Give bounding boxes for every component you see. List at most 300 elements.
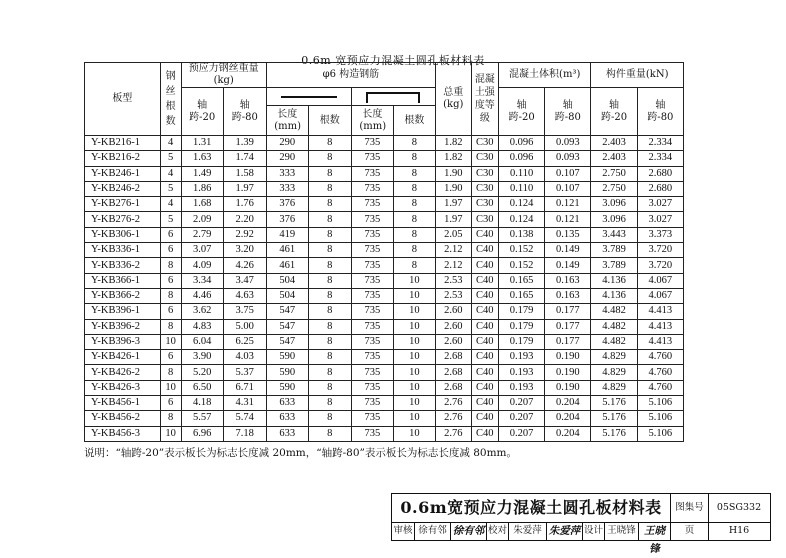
cell-g20: 4.829 [591, 350, 637, 365]
cell-g20: 2.750 [591, 166, 637, 181]
cell-w80: 4.31 [223, 396, 266, 411]
cell-w20: 3.90 [181, 350, 223, 365]
cell-cnt2: 10 [393, 350, 435, 365]
cell-model: Y-KB456-2 [85, 411, 161, 426]
cell-w20: 6.96 [181, 426, 223, 441]
cell-w20: 5.20 [181, 365, 223, 380]
cell-g80: 3.720 [637, 258, 683, 273]
table-row [85, 396, 684, 411]
header-count-2: 根数 [393, 106, 435, 136]
cell-grade: C40 [471, 350, 498, 365]
cell-cnt2: 8 [393, 151, 435, 166]
cell-w20: 1.86 [181, 181, 223, 196]
table-row [85, 227, 684, 242]
cell-g80: 4.413 [637, 319, 683, 334]
cell-total: 1.82 [435, 151, 471, 166]
table-row [85, 243, 684, 258]
cell-len1: 547 [266, 319, 308, 334]
cell-cnt1: 8 [308, 166, 351, 181]
cell-g80: 4.760 [637, 350, 683, 365]
cell-grade: C30 [471, 181, 498, 196]
cell-n: 4 [160, 197, 181, 212]
cell-g80: 3.027 [637, 212, 683, 227]
cell-v80: 0.177 [545, 319, 591, 334]
cell-cnt1: 8 [308, 181, 351, 196]
cell-cnt2: 10 [393, 334, 435, 349]
cell-model: Y-KB426-1 [85, 350, 161, 365]
cell-cnt2: 10 [393, 304, 435, 319]
cell-w80: 6.71 [223, 380, 266, 395]
cell-cnt2: 10 [393, 288, 435, 303]
header-axis20-weight: 轴跨-20 [181, 88, 223, 136]
cell-cnt1: 8 [308, 151, 351, 166]
cell-n: 6 [160, 304, 181, 319]
header-length-1: 长度(mm) [266, 106, 308, 136]
cell-cnt1: 8 [308, 380, 351, 395]
table-row [85, 258, 684, 273]
cell-cnt1: 8 [308, 426, 351, 441]
cell-cnt2: 8 [393, 243, 435, 258]
cell-cnt1: 8 [308, 319, 351, 334]
cell-cnt1: 8 [308, 334, 351, 349]
cell-model: Y-KB276-1 [85, 197, 161, 212]
cell-g20: 3.789 [591, 258, 637, 273]
cell-w20: 2.09 [181, 212, 223, 227]
cell-n: 8 [160, 258, 181, 273]
cell-g20: 4.136 [591, 288, 637, 303]
cell-g20: 3.096 [591, 197, 637, 212]
table-row [85, 181, 684, 196]
cell-v20: 0.193 [498, 380, 544, 395]
cell-cnt2: 8 [393, 136, 435, 151]
cell-len1: 590 [266, 350, 308, 365]
cell-g80: 3.373 [637, 227, 683, 242]
cell-cnt1: 8 [308, 243, 351, 258]
cell-g80: 2.680 [637, 181, 683, 196]
header-axis80-weight-kn: 轴跨-80 [637, 88, 683, 136]
cell-grade: C40 [471, 273, 498, 288]
cell-g80: 2.680 [637, 166, 683, 181]
table-row [85, 380, 684, 395]
table-row [85, 288, 684, 303]
cell-len2: 735 [351, 212, 393, 227]
cell-w80: 1.74 [223, 151, 266, 166]
cell-len2: 735 [351, 380, 393, 395]
cell-grade: C30 [471, 197, 498, 212]
cell-g20: 4.136 [591, 273, 637, 288]
cell-g20: 3.443 [591, 227, 637, 242]
cell-len2: 735 [351, 288, 393, 303]
cell-w20: 4.09 [181, 258, 223, 273]
cell-cnt1: 8 [308, 365, 351, 380]
cell-v20: 0.165 [498, 288, 544, 303]
cell-g20: 5.176 [591, 426, 637, 441]
cell-cnt1: 8 [308, 411, 351, 426]
cell-v80: 0.163 [545, 288, 591, 303]
cell-grade: C40 [471, 304, 498, 319]
cell-w20: 3.34 [181, 273, 223, 288]
cell-w20: 1.63 [181, 151, 223, 166]
cell-g80: 4.067 [637, 288, 683, 303]
cell-w20: 4.46 [181, 288, 223, 303]
cell-len1: 376 [266, 212, 308, 227]
table-row [85, 426, 684, 441]
cell-v20: 0.165 [498, 273, 544, 288]
cell-model: Y-KB276-2 [85, 212, 161, 227]
cell-len1: 633 [266, 396, 308, 411]
cell-v20: 0.207 [498, 411, 544, 426]
cell-model: Y-KB246-2 [85, 181, 161, 196]
cell-cnt1: 8 [308, 227, 351, 242]
cell-model: Y-KB456-3 [85, 426, 161, 441]
cell-len2: 735 [351, 273, 393, 288]
header-member-weight: 构件重量(kN) [591, 63, 684, 88]
cell-v80: 0.149 [545, 243, 591, 258]
cell-total: 2.76 [435, 396, 471, 411]
cell-n: 5 [160, 151, 181, 166]
cell-v80: 0.107 [545, 166, 591, 181]
cell-cnt2: 8 [393, 181, 435, 196]
cell-model: Y-KB426-3 [85, 380, 161, 395]
header-model: 板型 [85, 63, 161, 136]
cell-cnt2: 8 [393, 258, 435, 273]
cell-model: Y-KB216-1 [85, 136, 161, 151]
atlas-number: 05SG332 [708, 494, 769, 522]
cell-g80: 4.413 [637, 304, 683, 319]
cell-len1: 547 [266, 304, 308, 319]
cell-cnt1: 8 [308, 396, 351, 411]
cell-len1: 333 [266, 181, 308, 196]
atlas-label: 图集号 [670, 494, 708, 522]
cell-grade: C40 [471, 319, 498, 334]
cell-model: Y-KB366-2 [85, 288, 161, 303]
cell-len2: 735 [351, 258, 393, 273]
page-label: 页 [670, 522, 708, 540]
cell-w20: 6.50 [181, 380, 223, 395]
cell-model: Y-KB426-2 [85, 365, 161, 380]
designer-signature: 王晓锋 [638, 522, 670, 540]
cell-w80: 7.18 [223, 426, 266, 441]
cell-grade: C40 [471, 334, 498, 349]
cell-cnt2: 8 [393, 212, 435, 227]
cell-w80: 6.25 [223, 334, 266, 349]
cell-cnt2: 10 [393, 411, 435, 426]
cell-len2: 735 [351, 136, 393, 151]
cell-grade: C30 [471, 136, 498, 151]
cell-model: Y-KB336-2 [85, 258, 161, 273]
cell-cnt1: 8 [308, 273, 351, 288]
cell-g80: 5.106 [637, 426, 683, 441]
cell-cnt1: 8 [308, 350, 351, 365]
cell-grade: C40 [471, 243, 498, 258]
table-row [85, 151, 684, 166]
cell-total: 1.97 [435, 212, 471, 227]
cell-v80: 0.149 [545, 258, 591, 273]
cell-w80: 4.03 [223, 350, 266, 365]
cell-grade: C30 [471, 151, 498, 166]
header-count-1: 根数 [308, 106, 351, 136]
cell-w80: 5.74 [223, 411, 266, 426]
cell-v80: 0.121 [545, 197, 591, 212]
design-label: 设计 [582, 522, 604, 540]
cell-v80: 0.121 [545, 212, 591, 227]
cell-total: 1.90 [435, 166, 471, 181]
cell-cnt1: 8 [308, 136, 351, 151]
cell-model: Y-KB396-1 [85, 304, 161, 319]
cell-g20: 5.176 [591, 396, 637, 411]
cell-total: 2.12 [435, 243, 471, 258]
cell-n: 8 [160, 288, 181, 303]
cell-len2: 735 [351, 411, 393, 426]
cell-v80: 0.107 [545, 181, 591, 196]
reviewer-signature: 徐有邻 [450, 522, 486, 540]
title-block [391, 493, 771, 555]
cell-v20: 0.124 [498, 197, 544, 212]
cell-v80: 0.093 [545, 136, 591, 151]
cell-w80: 5.00 [223, 319, 266, 334]
cell-w20: 4.83 [181, 319, 223, 334]
cell-g80: 5.106 [637, 411, 683, 426]
cell-len2: 735 [351, 319, 393, 334]
checker-name: 朱爱萍 [508, 522, 546, 540]
cell-v20: 0.124 [498, 212, 544, 227]
table-row [85, 136, 684, 151]
cell-model: Y-KB216-2 [85, 151, 161, 166]
cell-v20: 0.179 [498, 304, 544, 319]
cell-cnt2: 10 [393, 273, 435, 288]
header-total-weight: 总重(kg) [435, 63, 471, 136]
cell-n: 6 [160, 227, 181, 242]
cell-n: 8 [160, 319, 181, 334]
cell-v20: 0.138 [498, 227, 544, 242]
cell-len2: 735 [351, 396, 393, 411]
cell-len1: 504 [266, 288, 308, 303]
cell-len1: 419 [266, 227, 308, 242]
cell-v20: 0.152 [498, 258, 544, 273]
cell-n: 5 [160, 181, 181, 196]
cell-cnt2: 10 [393, 380, 435, 395]
cell-len1: 547 [266, 334, 308, 349]
cell-len2: 735 [351, 304, 393, 319]
cell-len1: 633 [266, 426, 308, 441]
table-row [85, 166, 684, 181]
drawing-title: 0.6m宽预应力混凝土圆孔板材料表 [400, 498, 662, 517]
cell-v20: 0.096 [498, 151, 544, 166]
cell-model: Y-KB396-3 [85, 334, 161, 349]
cell-model: Y-KB396-2 [85, 319, 161, 334]
cell-v80: 0.177 [545, 304, 591, 319]
cell-w80: 4.26 [223, 258, 266, 273]
cell-grade: C40 [471, 227, 498, 242]
cell-len2: 735 [351, 227, 393, 242]
cell-w80: 3.47 [223, 273, 266, 288]
cell-len2: 735 [351, 181, 393, 196]
table-row [85, 350, 684, 365]
cell-w80: 2.20 [223, 212, 266, 227]
cell-total: 2.76 [435, 411, 471, 426]
cell-v80: 0.190 [545, 365, 591, 380]
cell-len1: 376 [266, 197, 308, 212]
cell-grade: C30 [471, 166, 498, 181]
cell-grade: C40 [471, 411, 498, 426]
page-number: H16 [708, 522, 769, 540]
cell-w20: 1.68 [181, 197, 223, 212]
cell-n: 6 [160, 350, 181, 365]
cell-total: 1.97 [435, 197, 471, 212]
cell-g80: 2.334 [637, 136, 683, 151]
cell-total: 2.68 [435, 365, 471, 380]
cell-w20: 4.18 [181, 396, 223, 411]
cell-total: 2.12 [435, 258, 471, 273]
cell-v20: 0.152 [498, 243, 544, 258]
header-concrete-volume: 混凝土体积(m³) [498, 63, 590, 88]
table-row [85, 304, 684, 319]
cell-v80: 0.190 [545, 380, 591, 395]
cell-v80: 0.204 [545, 411, 591, 426]
cell-n: 4 [160, 166, 181, 181]
cell-cnt1: 8 [308, 304, 351, 319]
cell-total: 2.53 [435, 288, 471, 303]
cell-w20: 5.57 [181, 411, 223, 426]
cell-w80: 1.97 [223, 181, 266, 196]
header-axis80-volume: 轴跨-80 [545, 88, 591, 136]
cell-w80: 2.92 [223, 227, 266, 242]
cell-cnt2: 8 [393, 197, 435, 212]
cell-w80: 5.37 [223, 365, 266, 380]
cell-g20: 2.403 [591, 151, 637, 166]
cell-w20: 1.31 [181, 136, 223, 151]
cell-v20: 0.179 [498, 319, 544, 334]
cell-total: 2.05 [435, 227, 471, 242]
cell-w80: 3.20 [223, 243, 266, 258]
cell-w20: 3.62 [181, 304, 223, 319]
cell-n: 8 [160, 365, 181, 380]
cell-v20: 0.207 [498, 426, 544, 441]
table-row [85, 334, 684, 349]
header-rebar-group: φ6 构造钢筋 [266, 63, 435, 88]
cell-len2: 735 [351, 334, 393, 349]
table-body [85, 136, 684, 442]
cell-g20: 3.789 [591, 243, 637, 258]
cell-model: Y-KB246-1 [85, 166, 161, 181]
header-axis80-weight: 轴跨-80 [223, 88, 266, 136]
cell-v20: 0.179 [498, 334, 544, 349]
cell-g80: 4.760 [637, 380, 683, 395]
cell-w80: 1.58 [223, 166, 266, 181]
cell-total: 2.53 [435, 273, 471, 288]
header-concrete-grade: 混凝土强度等级 [471, 63, 498, 136]
cell-cnt2: 10 [393, 365, 435, 380]
table-row [85, 365, 684, 380]
cell-cnt2: 8 [393, 227, 435, 242]
cell-g20: 3.096 [591, 212, 637, 227]
cell-cnt1: 8 [308, 288, 351, 303]
cell-grade: C40 [471, 288, 498, 303]
cell-total: 1.90 [435, 181, 471, 196]
cell-cnt2: 10 [393, 426, 435, 441]
cell-w20: 3.07 [181, 243, 223, 258]
material-table [84, 62, 684, 442]
cell-cnt1: 8 [308, 212, 351, 227]
cell-g20: 2.750 [591, 181, 637, 196]
cell-g20: 5.176 [591, 411, 637, 426]
cell-n: 10 [160, 334, 181, 349]
cell-len2: 735 [351, 365, 393, 380]
cell-v20: 0.096 [498, 136, 544, 151]
cell-w80: 1.76 [223, 197, 266, 212]
cell-g20: 2.403 [591, 136, 637, 151]
cell-g80: 3.720 [637, 243, 683, 258]
cell-n: 10 [160, 426, 181, 441]
cell-len1: 333 [266, 166, 308, 181]
cell-cnt2: 10 [393, 319, 435, 334]
cell-model: Y-KB456-1 [85, 396, 161, 411]
table-row [85, 411, 684, 426]
cell-total: 1.82 [435, 136, 471, 151]
footnote: 说明：“轴跨-20”表示板长为标志长度减 20mm，“轴跨-80”表示板长为标志长度减 80mm。 [84, 447, 518, 459]
cell-cnt2: 8 [393, 166, 435, 181]
cell-n: 4 [160, 136, 181, 151]
cell-total: 2.60 [435, 319, 471, 334]
cell-cnt1: 8 [308, 197, 351, 212]
cell-g80: 4.760 [637, 365, 683, 380]
cell-n: 6 [160, 243, 181, 258]
cell-grade: C40 [471, 365, 498, 380]
cell-v20: 0.110 [498, 181, 544, 196]
rebar-shape-hook-icon [351, 88, 435, 106]
cell-g80: 2.334 [637, 151, 683, 166]
cell-total: 2.76 [435, 426, 471, 441]
cell-grade: C40 [471, 426, 498, 441]
cell-w80: 1.39 [223, 136, 266, 151]
cell-v80: 0.163 [545, 273, 591, 288]
cell-v80: 0.135 [545, 227, 591, 242]
cell-v80: 0.177 [545, 334, 591, 349]
table-row [85, 319, 684, 334]
cell-grade: C40 [471, 380, 498, 395]
cell-cnt1: 8 [308, 258, 351, 273]
cell-g20: 4.829 [591, 365, 637, 380]
reviewer-name: 徐有邻 [414, 522, 450, 540]
checker-signature: 朱爱萍 [546, 522, 582, 540]
cell-v80: 0.204 [545, 426, 591, 441]
cell-w80: 4.63 [223, 288, 266, 303]
table-row [85, 212, 684, 227]
cell-w20: 6.04 [181, 334, 223, 349]
cell-g80: 4.067 [637, 273, 683, 288]
check-label: 校对 [486, 522, 508, 540]
rebar-shape-straight-icon [266, 88, 351, 106]
cell-total: 2.60 [435, 304, 471, 319]
cell-len2: 735 [351, 197, 393, 212]
cell-len1: 290 [266, 136, 308, 151]
header-axis20-volume: 轴跨-20 [498, 88, 544, 136]
cell-len1: 590 [266, 365, 308, 380]
cell-len1: 461 [266, 243, 308, 258]
cell-len2: 735 [351, 243, 393, 258]
designer-name: 王晓锋 [604, 522, 638, 540]
cell-g80: 5.106 [637, 396, 683, 411]
header-strand-weight: 预应力钢丝重量(kg) [181, 63, 266, 88]
cell-w20: 1.49 [181, 166, 223, 181]
cell-n: 8 [160, 411, 181, 426]
header-axis20-weight-kn: 轴跨-20 [591, 88, 637, 136]
cell-w20: 2.79 [181, 227, 223, 242]
cell-w80: 3.75 [223, 304, 266, 319]
cell-model: Y-KB306-1 [85, 227, 161, 242]
cell-v20: 0.193 [498, 350, 544, 365]
table-title: 0.6m 宽预应力混凝土圆孔板材料表 [301, 54, 485, 67]
